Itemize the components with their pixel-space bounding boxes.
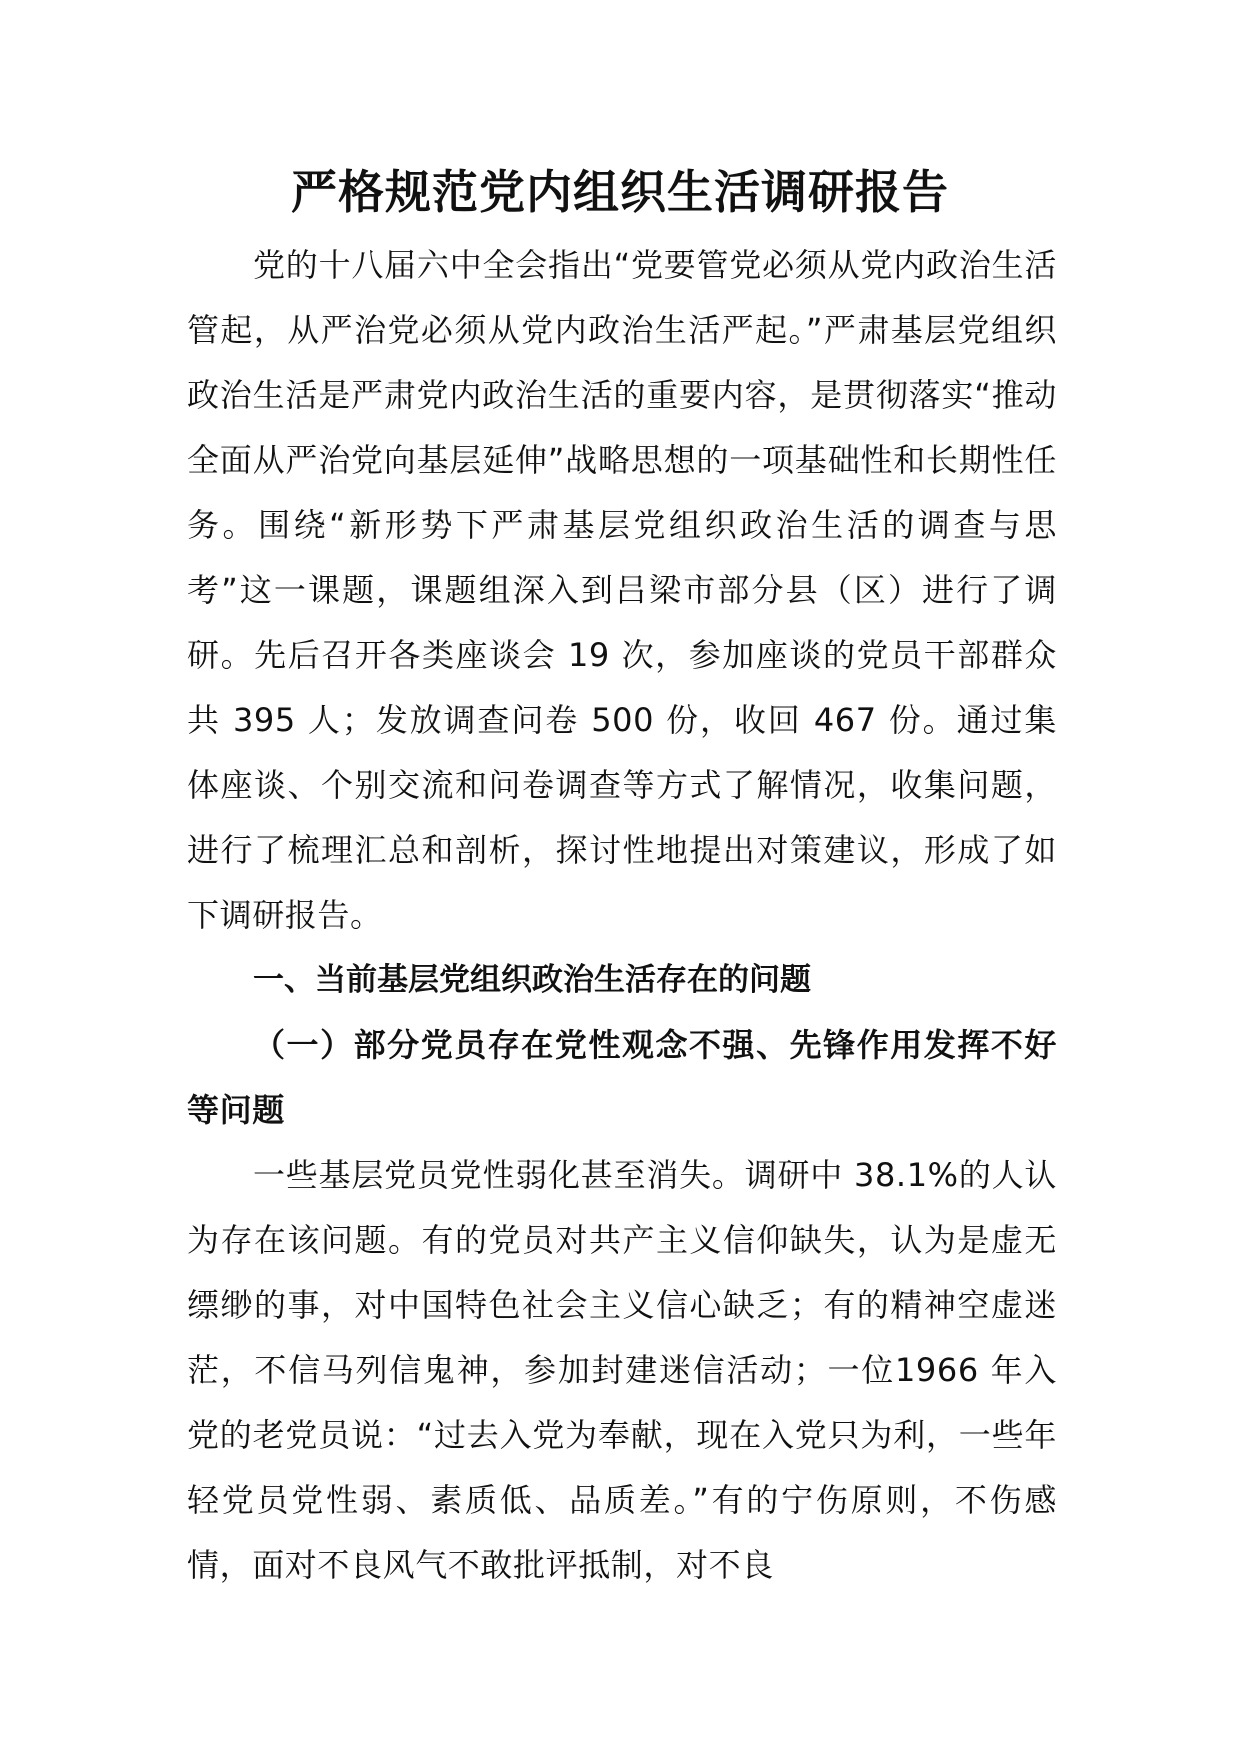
intro-paragraph: 党的十八届六中全会指出“党要管党必须从党内政治生活管起，从严治党必须从党内政治生活严起。”严肃基层党组织政治生活是严肃党内政治生活的重要内容，是贯彻落实“推动全面从严治党向基层延伸”战略思想的一项基础性和长期性任务。围绕“新形势下严肃基层党组织政治生活的调查与思考”这一课题，课题组深入到吕梁市部分县（区）进行了调研。先后召开各类座谈会 19 次，参加座谈的党员干部群众共 395 人；发放调查问卷 500 份，收回 467 份。通过集体座谈、个别交流和问卷调查等方式了解情况，收集问题，进行了梳理汇总和剖析，探讨性地提出对策建议，形成了如下调研报告。 xyxy=(187,246,1057,934)
document-title: 严格规范党内组织生活调研报告 xyxy=(291,165,949,219)
document-body xyxy=(187,233,1057,1598)
subsection-paragraph-1: 一些基层党员党性弱化甚至消失。调研中 38.1%的人认为存在该问题。有的党员对共产主义信仰缺失，认为是虚无缥缈的事，对中国特色社会主义信心缺乏；有的精神空虚迷茫，不信马列信鬼神，参加封建迷信活动；一位1966 年入党的老党员说：“过去入党为奉献，现在入党只为利，一些年轻党员党性弱、素质低、品质差。”有的宁伤原则，不伤感情，面对不良风气不敢批评抵制，对不良 xyxy=(187,1156,1057,1584)
subsection-heading-1: （一）部分党员存在党性观念不强、先锋作用发挥不好等问题 xyxy=(187,1026,1057,1129)
section-heading-1: 一、当前基层党组织政治生活存在的问题 xyxy=(253,962,811,998)
